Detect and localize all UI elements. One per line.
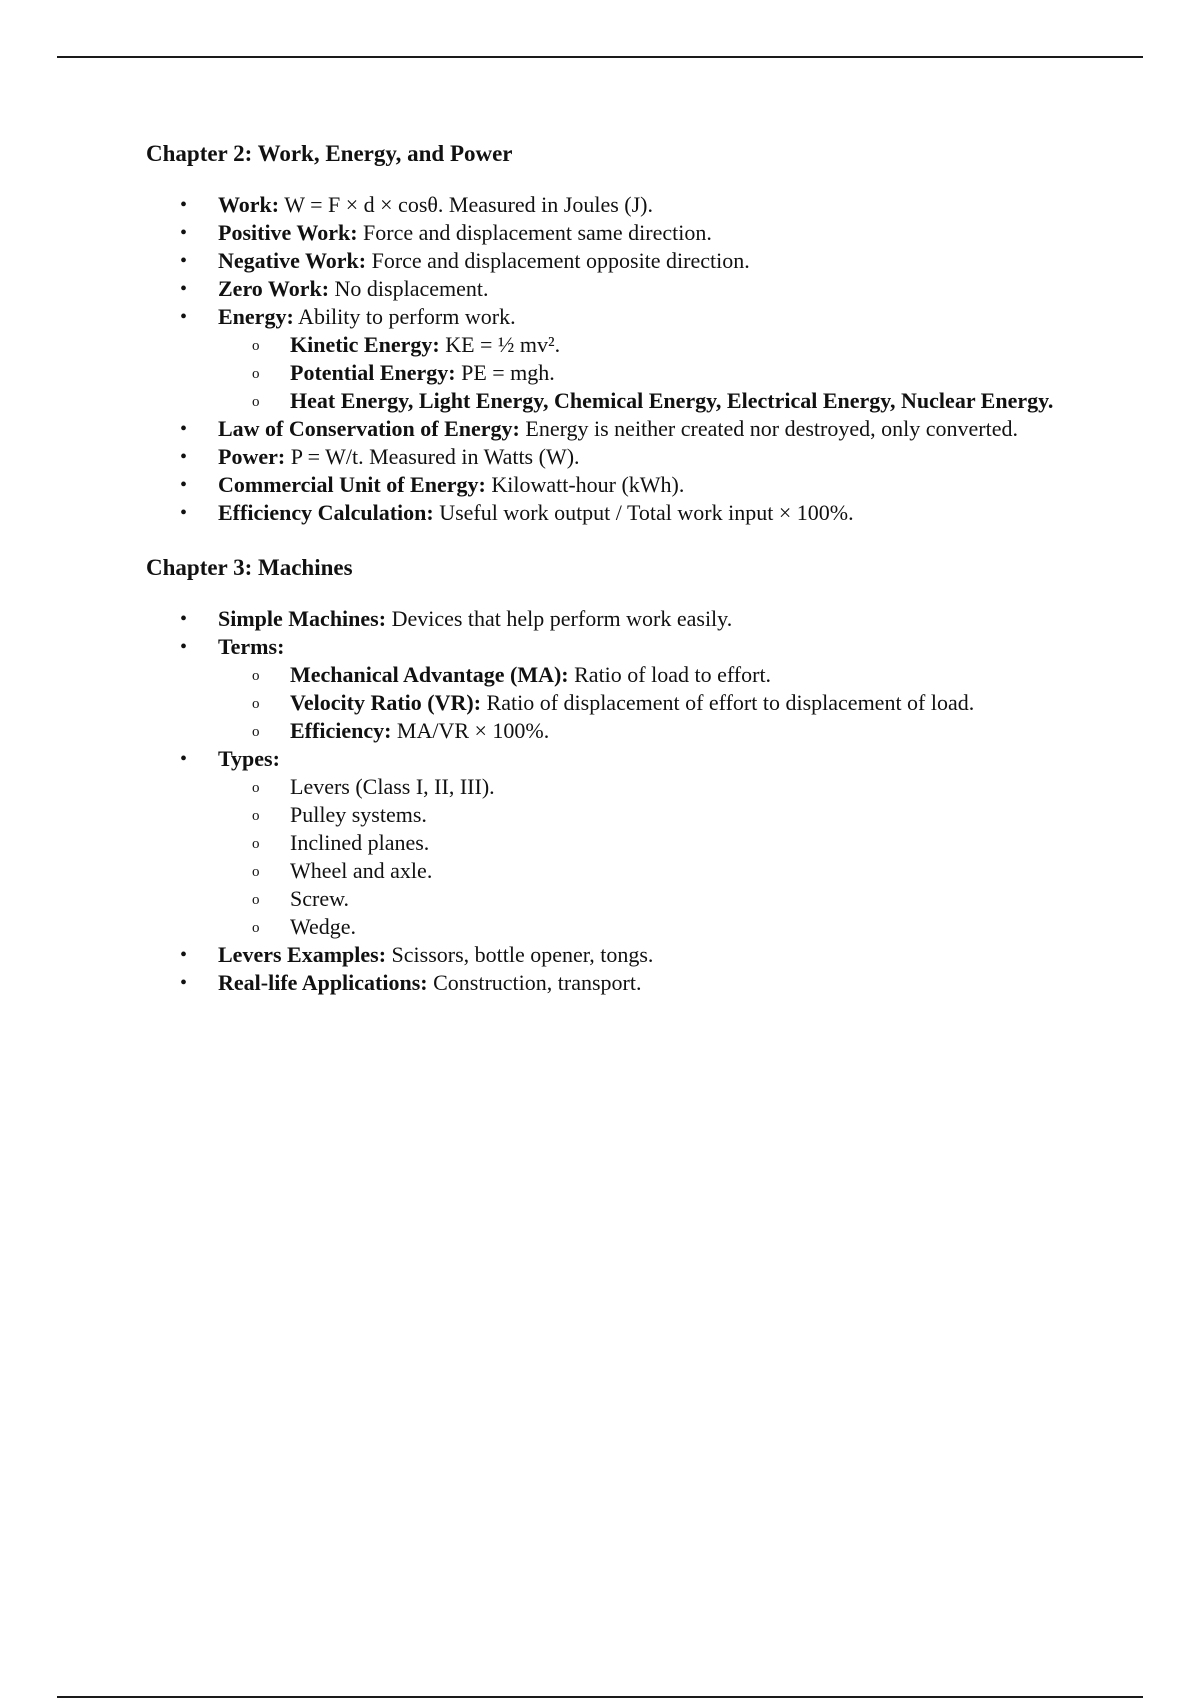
sublist-item-velocity-ratio: o Velocity Ratio (VR): Ratio of displacement of effort to displacement of load. bbox=[218, 689, 1076, 717]
list-item-types: • Types: o Levers (Class I, II, III). o Pulley systems. o Inclined planes. o Wheel and axle. o Screw. o Wedge. bbox=[146, 745, 1076, 941]
footer-rule bbox=[57, 1696, 1143, 1698]
header-rule bbox=[57, 56, 1143, 58]
sublist-item-wedge: o Wedge. bbox=[218, 913, 1076, 941]
list-item-negative-work: • Negative Work: Force and displacement opposite direction. bbox=[146, 247, 1076, 275]
sublist-item-potential-energy: o Potential Energy: PE = mgh. bbox=[218, 359, 1076, 387]
list-item-real-life-applications: • Real-life Applications: Construction, transport. bbox=[146, 969, 1076, 997]
sublist-item-efficiency: o Efficiency: MA/VR × 100%. bbox=[218, 717, 1076, 745]
types-sublist bbox=[218, 773, 1076, 941]
list-item-simple-machines: • Simple Machines: Devices that help perform work easily. bbox=[146, 605, 1076, 633]
document-body bbox=[146, 140, 1076, 997]
sublist-item-pulley-systems: o Pulley systems. bbox=[218, 801, 1076, 829]
chapter-3-list bbox=[146, 605, 1076, 997]
sublist-item-wheel-and-axle: o Wheel and axle. bbox=[218, 857, 1076, 885]
sublist-item-levers: o Levers (Class I, II, III). bbox=[218, 773, 1076, 801]
list-item-work: • Work: W = F × d × cosθ. Measured in Joules (J). bbox=[146, 191, 1076, 219]
sublist-item-inclined-planes: o Inclined planes. bbox=[218, 829, 1076, 857]
list-item-commercial-unit: • Commercial Unit of Energy: Kilowatt-hour (kWh). bbox=[146, 471, 1076, 499]
energy-sublist bbox=[218, 331, 1076, 415]
sublist-item-mechanical-advantage: o Mechanical Advantage (MA): Ratio of load to effort. bbox=[218, 661, 1076, 689]
chapter-2-heading: Chapter 2: Work, Energy, and Power bbox=[146, 141, 513, 166]
list-item-energy: • Energy: Ability to perform work. o Kinetic Energy: KE = ½ mv². o Potential Energy: PE = mgh. o Heat Energy, Light Energy, Chemical Energy, Electrical Energy, Nuclear Energy. bbox=[146, 303, 1076, 415]
chapter-2-list bbox=[146, 191, 1076, 527]
sublist-item-other-energies: o Heat Energy, Light Energy, Chemical Energy, Electrical Energy, Nuclear Energy. bbox=[218, 387, 1076, 415]
list-item-zero-work: • Zero Work: No displacement. bbox=[146, 275, 1076, 303]
terms-sublist bbox=[218, 661, 1076, 745]
list-item-conservation-of-energy: • Law of Conservation of Energy: Energy is neither created nor destroyed, only converted. bbox=[146, 415, 1076, 443]
list-item-power: • Power: P = W/t. Measured in Watts (W). bbox=[146, 443, 1076, 471]
sublist-item-screw: o Screw. bbox=[218, 885, 1076, 913]
list-item-terms: • Terms: o Mechanical Advantage (MA): Ratio of load to effort. o Velocity Ratio (VR): Ratio of displacement of effort to displacement of load. o Efficiency: MA/VR × 100%. bbox=[146, 633, 1076, 745]
list-item-levers-examples: • Levers Examples: Scissors, bottle opener, tongs. bbox=[146, 941, 1076, 969]
chapter-3-heading: Chapter 3: Machines bbox=[146, 555, 353, 580]
list-item-efficiency-calculation: • Efficiency Calculation: Useful work output / Total work input × 100%. bbox=[146, 499, 1076, 527]
list-item-positive-work: • Positive Work: Force and displacement same direction. bbox=[146, 219, 1076, 247]
sublist-item-kinetic-energy: o Kinetic Energy: KE = ½ mv². bbox=[218, 331, 1076, 359]
